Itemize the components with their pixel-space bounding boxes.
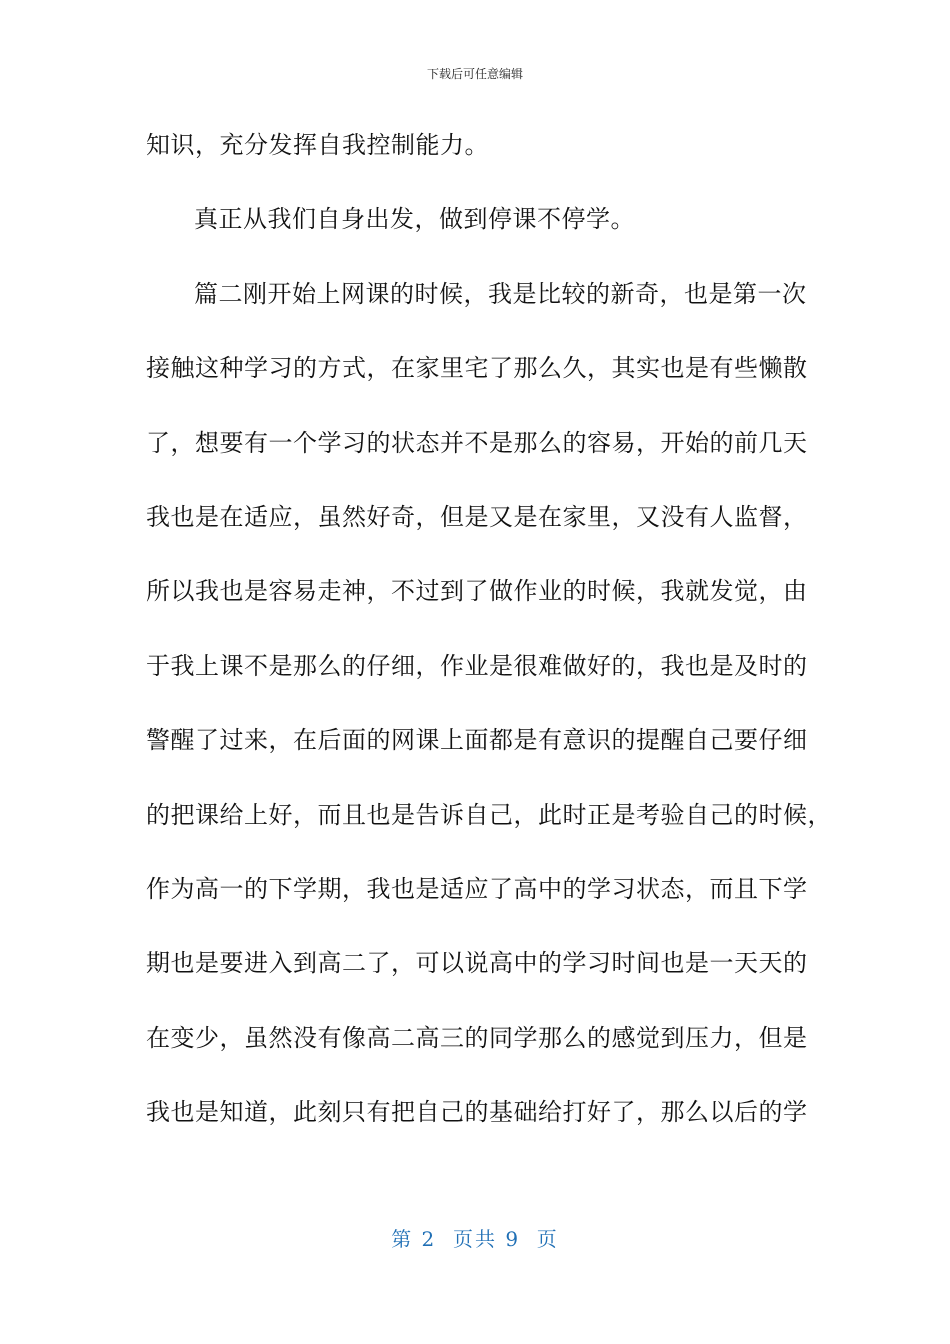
text-line: 接触这种学习的方式，在家里宅了那么久，其实也是有些懒散 xyxy=(146,354,808,383)
text-line: 真正从我们自身出发，做到停课不停学。 xyxy=(194,205,635,234)
page-header: 下载后可任意编辑 xyxy=(426,67,523,81)
text-line: 在变少，虽然没有像高二高三的同学那么的感觉到压力，但是 xyxy=(146,1023,808,1052)
text-line: 警醒了过来，在后面的网课上面都是有意识的提醒自己要仔细 xyxy=(146,726,808,755)
text-line: 篇二刚开始上网课的时候，我是比较的新奇，也是第一次 xyxy=(194,279,807,308)
text-line: 我也是在适应，虽然好奇，但是又是在家里，又没有人监督， xyxy=(146,502,808,531)
document-body xyxy=(146,118,832,1159)
page-number-footer: 第 2 页共 9 页 xyxy=(391,1227,559,1251)
text-line: 所以我也是容易走神，不过到了做作业的时候，我就发觉，由 xyxy=(146,577,808,606)
text-line: 我也是知道，此刻只有把自己的基础给打好了，那么以后的学 xyxy=(146,1098,808,1127)
text-line: 的把课给上好，而且也是告诉自己，此时正是考验自己的时候， xyxy=(146,800,832,829)
text-line: 期也是要进入到高二了，可以说高中的学习时间也是一天天的 xyxy=(146,949,808,978)
text-line: 了，想要有一个学习的状态并不是那么的容易，开始的前几天 xyxy=(146,428,808,457)
text-line: 知识，充分发挥自我控制能力。 xyxy=(146,131,489,159)
text-line: 作为高一的下学期，我也是适应了高中的学习状态，而且下学 xyxy=(146,874,808,903)
text-line: 于我上课不是那么的仔细，作业是很难做好的，我也是及时的 xyxy=(146,651,808,680)
